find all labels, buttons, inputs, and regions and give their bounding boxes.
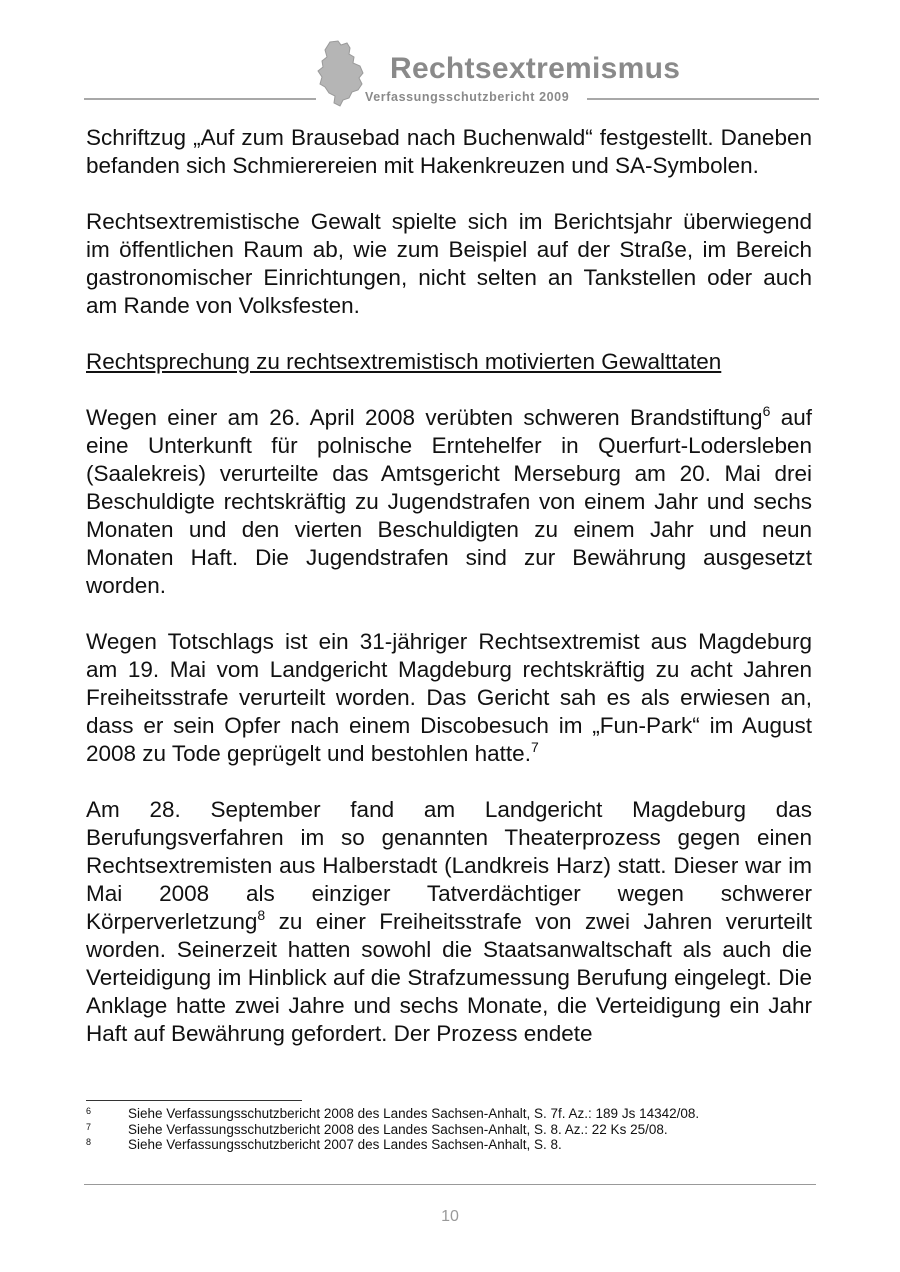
header-title: Rechtsextremismus: [390, 52, 681, 85]
paragraph-2: Rechtsextremistische Gewalt spielte sich im Berichtsjahr überwiegend im öffentlichen Raum ab, wie zum Beispiel auf der Straße, im Bereich gastronomischer Einrichtungen, nicht selten an Tankstellen oder auch am Rande von Volksfesten.: [86, 209, 812, 318]
footnote-text: Siehe Verfassungsschutzbericht 2008 des Landes Sachsen-Anhalt, S. 7f. Az.: 189 Js 14342/08.: [128, 1106, 700, 1121]
footnote-text: Siehe Verfassungsschutzbericht 2008 des Landes Sachsen-Anhalt, S. 8. Az.: 22 Ks 25/08.: [128, 1121, 668, 1137]
footnote-item: [86, 1106, 812, 1122]
footnote-separator: [86, 1100, 302, 1101]
page-header: [0, 0, 900, 110]
header-rule-left: [84, 98, 316, 100]
paragraph-5-text-b: zu einer Freiheitsstrafe von zwei Jahren verurteilt worden. Seinerzeit hatten sowohl die Staatsanwaltschaft als auch die Verteidigung im Hinblick auf die Strafzumessung Berufung eingelegt. Die Anklage hatte zwei Jahre und sechs Monate, die Verteidigung ein Jahr Haft auf Bewährung gefordert. Der Prozess endete: [86, 909, 812, 1046]
footnote-number: 7: [86, 1121, 92, 1132]
footnote-number: 6: [86, 1106, 92, 1116]
page-number: 10: [441, 1208, 459, 1225]
sachsen-anhalt-map-icon: [316, 40, 366, 108]
paragraph-3: [86, 404, 812, 600]
paragraph-3-text-b: auf eine Unterkunft für polnische Erntehelfer in Querfurt-Lodersleben (Saalekreis) verurteilte das Amtsgericht Merseburg am 20. Mai drei Beschuldigte rechtskräftig zu Jugendstrafen von einem Jahr und sechs Monaten und den vierten Beschuldigten zu einem Jahr und neun Monaten Haft. Die Jugendstrafen sind zur Bewährung ausgesetzt worden.: [86, 405, 812, 598]
footnote-number: 8: [86, 1137, 92, 1147]
footnote-ref-8[interactable]: 8: [257, 907, 266, 923]
paragraph-4: [86, 628, 812, 768]
footnote-ref-7[interactable]: 7: [530, 739, 539, 755]
header-rule-right: [587, 98, 819, 100]
paragraph-1: Schriftzug „Auf zum Brausebad nach Buchenwald“ festgestellt. Daneben befanden sich Schmierereien mit Hakenkreuzen und SA-Symbolen.: [86, 125, 812, 178]
paragraph-4-text-a: Wegen Totschlags ist ein 31-jähriger Rechtsextremist aus Magdeburg am 19. Mai vom Landgericht Magdeburg rechtskräftig zu acht Jahren Freiheitsstrafe verurteilt worden. Das Gericht sah es als erwiesen an, dass er sein Opfer nach einem Discobesuch im „Fun-Park“ im August 2008 zu Tode geprügelt und bestohlen hatte.: [86, 629, 812, 766]
footer-rule: [84, 1184, 816, 1185]
paragraph-5: [86, 796, 812, 1048]
footnote-text: Siehe Verfassungsschutzbericht 2007 des Landes Sachsen-Anhalt, S. 8.: [128, 1137, 562, 1152]
section-heading: Rechtsprechung zu rechtsextremistisch motivierten Gewalttaten: [86, 349, 722, 374]
footnotes: [86, 1106, 812, 1153]
footnote-ref-6[interactable]: 6: [762, 403, 771, 419]
paragraph-5-text-a: Am 28. September fand am Landgericht Magdeburg das Berufungsverfahren im so genannten Theaterprozess gegen einen Rechtsextremisten aus Halberstadt (Landkreis Harz) statt. Dieser war im Mai 2008 als einziger Tatverdächtiger wegen schwerer Körperverletzung: [86, 797, 812, 934]
paragraph-3-text-a: Wegen einer am 26. April 2008 verübten schweren Brandstiftung: [86, 405, 763, 430]
header-subtitle: Verfassungsschutzbericht 2009: [365, 90, 570, 104]
footnote-item: [86, 1122, 812, 1138]
main-content: [86, 124, 812, 1076]
footnote-item: [86, 1137, 812, 1153]
